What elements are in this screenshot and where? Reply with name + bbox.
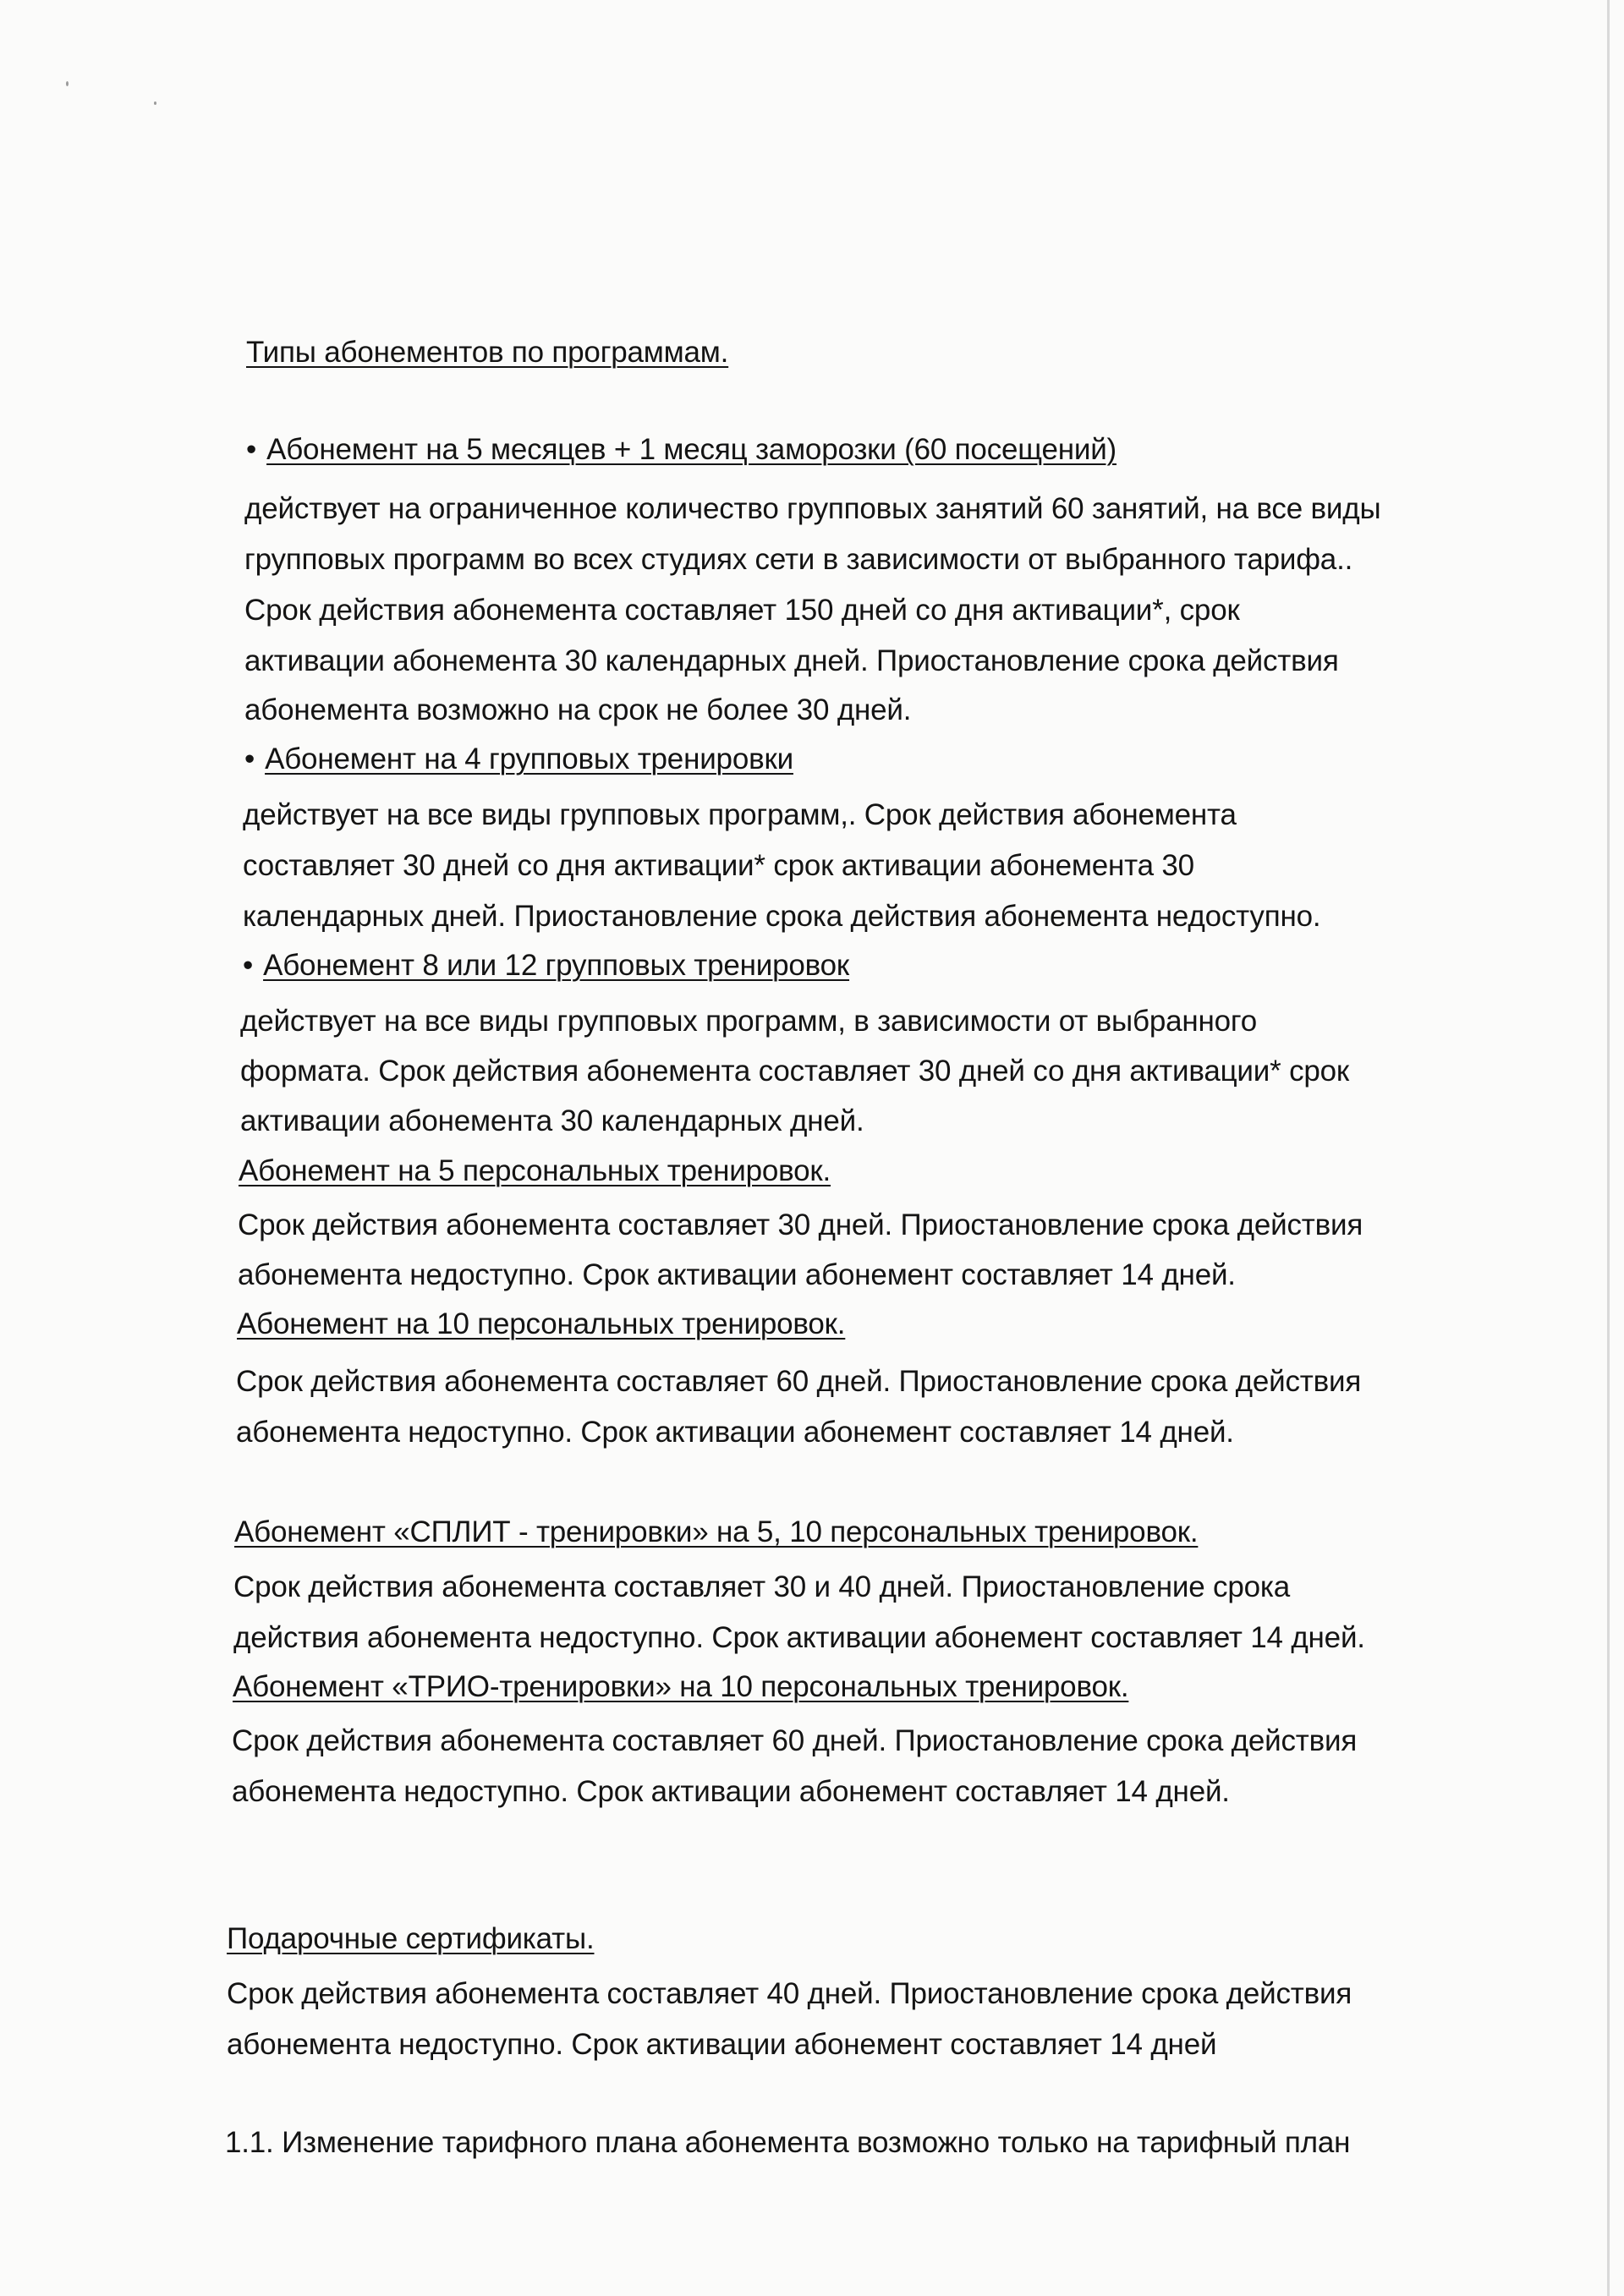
section-heading: Абонемент «ТРИО-тренировки» на 10 персональных тренировок. xyxy=(233,1670,1129,1703)
bullet: • xyxy=(246,433,257,466)
paragraph-line: Срок действия абонемента составляет 30 дней. Приостановление срока действия xyxy=(238,1208,1363,1241)
paragraph-line: Срок действия абонемента составляет 150 дней со дня активации*, срок xyxy=(244,594,1240,627)
section-heading: Абонемент на 5 месяцев + 1 месяц заморозки (60 посещений) xyxy=(266,433,1117,466)
paragraph-line: Срок действия абонемента составляет 40 дней. Приостановление срока действия xyxy=(227,1977,1352,2010)
paragraph-line: действует на ограниченное количество групповых занятий 60 занятий, на все виды xyxy=(244,492,1381,525)
paragraph-line: календарных дней. Приостановление срока действия абонемента недоступно. xyxy=(243,900,1321,933)
paragraph-line: абонемента недоступно. Срок активации абонемент составляет 14 дней xyxy=(227,2028,1217,2061)
section-heading: Абонемент «СПЛИТ - тренировки» на 5, 10 персональных тренировок. xyxy=(234,1515,1199,1548)
paragraph-line: абонемента недоступно. Срок активации абонемент составляет 14 дней. xyxy=(236,1416,1234,1449)
section-heading: Абонемент на 5 персональных тренировок. xyxy=(239,1154,831,1187)
section-heading: Абонемент 8 или 12 групповых тренировок xyxy=(263,949,850,982)
section-heading: Абонемент на 4 групповых тренировки xyxy=(265,743,793,775)
paragraph-line: составляет 30 дней со дня активации* срок активации абонемента 30 xyxy=(243,849,1194,882)
section-heading-line xyxy=(246,431,1116,469)
section-heading: Подарочные сертификаты. xyxy=(227,1922,595,1955)
paragraph-line: активации абонемента 30 календарных дней. Приостановление срока действия xyxy=(244,644,1339,677)
paragraph-line: абонемента недоступно. Срок активации абонемент составляет 14 дней. xyxy=(232,1775,1230,1808)
paragraph-line: Срок действия абонемента составляет 30 и 40 дней. Приостановление срока xyxy=(233,1570,1291,1603)
bullet: • xyxy=(244,743,255,775)
paragraph-line: абонемента возможно на срок не более 30 дней. xyxy=(244,693,912,726)
bullet: • xyxy=(243,949,254,982)
paragraph-line: абонемента недоступно. Срок активации абонемент составляет 14 дней. xyxy=(238,1258,1236,1291)
paragraph-line: действует на все виды групповых программ,. Срок действия абонемента xyxy=(243,798,1237,831)
clause-line: 1.1. Изменение тарифного плана абонемента возможно только на тарифный план xyxy=(225,2126,1351,2159)
paragraph-line: действия абонемента недоступно. Срок активации абонемент составляет 14 дней. xyxy=(233,1621,1365,1654)
section-heading-line xyxy=(244,741,793,778)
paragraph-line: Срок действия абонемента составляет 60 дней. Приостановление срока действия xyxy=(232,1724,1358,1757)
paragraph-line: групповых программ во всех студиях сети в зависимости от выбранного тарифа.. xyxy=(244,543,1353,576)
paragraph-line: формата. Срок действия абонемента составляет 30 дней со дня активации* срок xyxy=(240,1055,1350,1088)
section-heading-line xyxy=(243,947,849,984)
paragraph-line: действует на все виды групповых программ, в зависимости от выбранного xyxy=(240,1005,1257,1038)
section-heading: Абонемент на 10 персональных тренировок. xyxy=(237,1307,846,1340)
paragraph-line: Срок действия абонемента составляет 60 дней. Приостановление срока действия xyxy=(236,1365,1362,1398)
paragraph-line: активации абонемента 30 календарных дней. xyxy=(240,1104,864,1137)
document-title: Типы абонементов по программам. xyxy=(246,336,729,369)
